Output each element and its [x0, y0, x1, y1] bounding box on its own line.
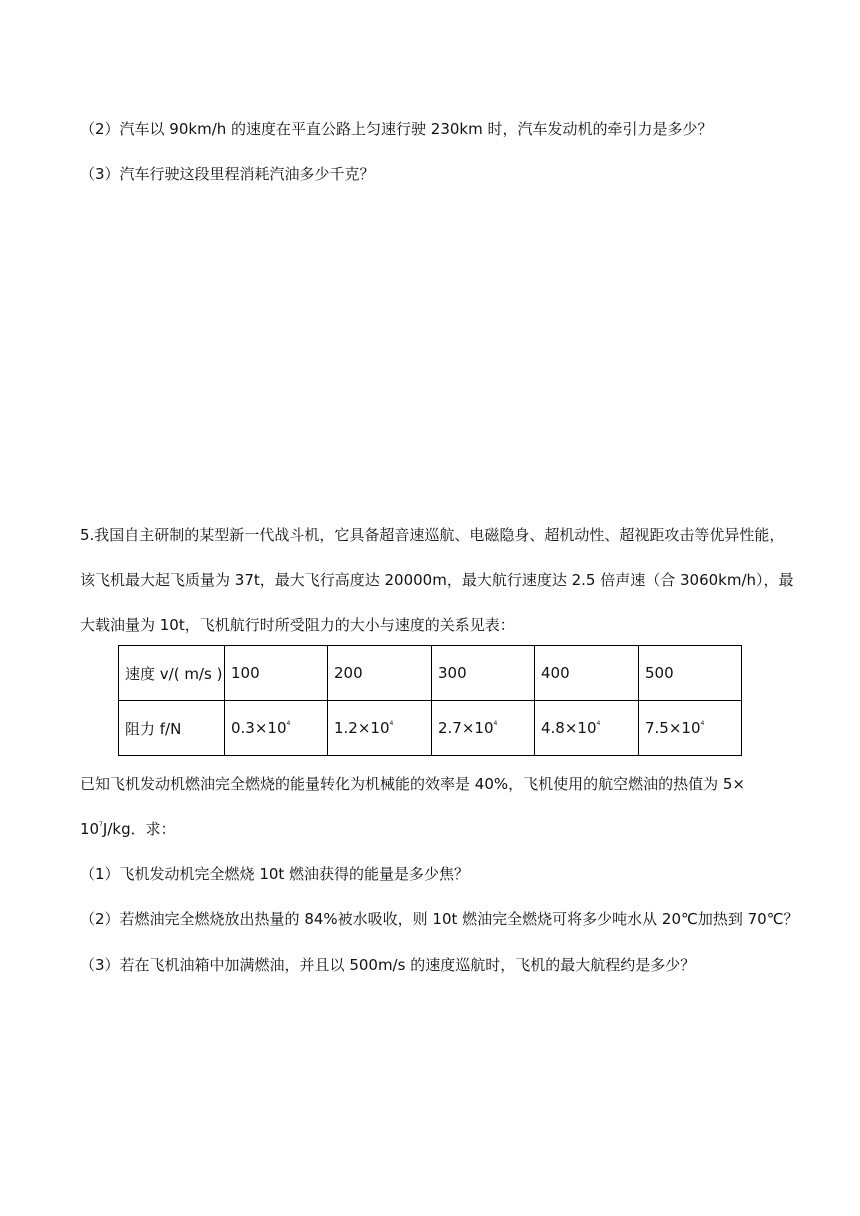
table-cell-speed: 100 — [225, 646, 328, 701]
table-row — [119, 701, 742, 756]
table-header-drag: 阻力 f/N — [119, 701, 225, 756]
table-cell-speed: 300 — [432, 646, 535, 701]
q5-intro-line2: 该飞机最大起飞质量为 37t，最大飞行高度达 20000m，最大航行速度达 2.5 倍声速（合 3060km/h），最 — [80, 571, 794, 589]
q4-sub3: （3）汽车行驶这段里程消耗汽油多少千克？ — [80, 165, 375, 183]
speed-drag-table — [118, 645, 742, 756]
q5-sub2: （2）若燃油完全燃烧放出热量的 84%被水吸收，则 10t 燃油完全燃烧可将多少吨水从 20℃加热到 70℃？ — [80, 910, 799, 928]
table-cell-drag: $2.7\times 10^4$ — [432, 701, 535, 756]
table-cell-drag: $0.3\times 10^4$ — [225, 701, 328, 756]
table-cell-speed: 400 — [535, 646, 639, 701]
q5-sub3: （3）若在飞机油箱中加满燃油，并且以 500m/s 的速度巡航时，飞机的最大航程约是多少？ — [80, 956, 696, 974]
table-cell-speed: 500 — [639, 646, 742, 701]
table-row — [119, 646, 742, 701]
table-cell-drag: $4.8\times 10^4$ — [535, 701, 639, 756]
table-cell-drag: $1.2\times 10^4$ — [328, 701, 432, 756]
table-header-speed: 速度 v/( m/s ) — [119, 646, 225, 701]
q5-intro-line1: 5.我国自主研制的某型新一代战斗机，它具备超音速巡航、电磁隐身、超机动性、超视距攻击等优异性能， — [80, 526, 785, 544]
q5-known-line1: 已知飞机发动机燃油完全燃烧的能量转化为机械能的效率是 40%，飞机使用的航空燃油的热值为 5× — [80, 775, 745, 793]
q5-sub1: （1）飞机发动机完全燃烧 10t 燃油获得的能量是多少焦？ — [80, 865, 470, 883]
table-cell-drag: $7.5\times 10^4$ — [639, 701, 742, 756]
q5-known-line2: $10^7J/kg$．求： — [80, 820, 176, 838]
table-cell-speed: 200 — [328, 646, 432, 701]
q4-sub2: （2）汽车以 90km/h 的速度在平直公路上匀速行驶 230km 时，汽车发动机的牵引力是多少？ — [80, 120, 713, 138]
q5-intro-line3: 大载油量为 10t，飞机航行时所受阻力的大小与速度的关系见表： — [80, 616, 515, 634]
